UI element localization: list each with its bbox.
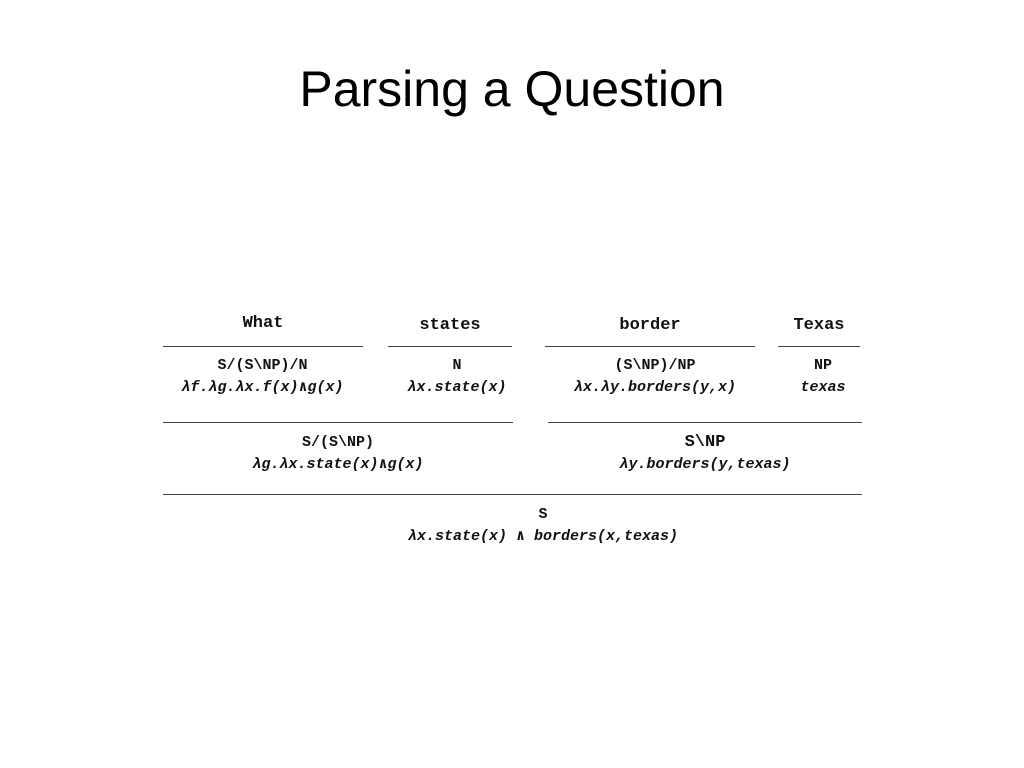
lexical-entry-border xyxy=(540,355,770,399)
combination-rule-left xyxy=(163,422,513,423)
category-result: S xyxy=(538,506,548,523)
lexical-rule-states xyxy=(388,346,512,347)
word-what: What xyxy=(242,314,284,333)
category-border: (S\NP)/NP xyxy=(614,357,696,374)
lexical-entry-states xyxy=(383,355,531,399)
word-texas: Texas xyxy=(793,316,845,335)
semantics-combined-left: λg.λx.state(x)∧g(x) xyxy=(252,456,424,473)
category-states: N xyxy=(452,357,462,374)
category-combined-left: S/(S\NP) xyxy=(301,434,374,451)
combined-entry-left xyxy=(163,432,513,476)
semantics-texas: texas xyxy=(800,379,846,396)
semantics-combined-right: λy.borders(y,texas) xyxy=(619,456,791,473)
semantics-what: λf.λg.λx.f(x)∧g(x) xyxy=(181,379,344,396)
semantics-result: λx.state(x) ∧ borders(x,texas) xyxy=(407,528,679,545)
result-entry xyxy=(163,504,923,548)
lexical-rule-texas xyxy=(778,346,860,347)
category-combined-right: S\NP xyxy=(684,433,726,452)
slide-title: Parsing a Question xyxy=(299,61,725,117)
lexical-rule-border xyxy=(545,346,755,347)
lexical-entry-what xyxy=(155,355,370,399)
lexical-entry-texas xyxy=(780,355,866,399)
semantics-states: λx.state(x) xyxy=(407,379,507,396)
semantics-border: λx.λy.borders(y,x) xyxy=(573,379,737,396)
category-what: S/(S\NP)/N xyxy=(217,357,308,374)
word-border: border xyxy=(619,316,681,335)
combination-rule-right xyxy=(548,422,862,423)
category-texas: NP xyxy=(813,357,832,374)
combined-entry-right xyxy=(548,432,862,476)
final-rule xyxy=(163,494,862,495)
lexical-rule-what xyxy=(163,346,363,347)
word-states: states xyxy=(419,316,481,335)
